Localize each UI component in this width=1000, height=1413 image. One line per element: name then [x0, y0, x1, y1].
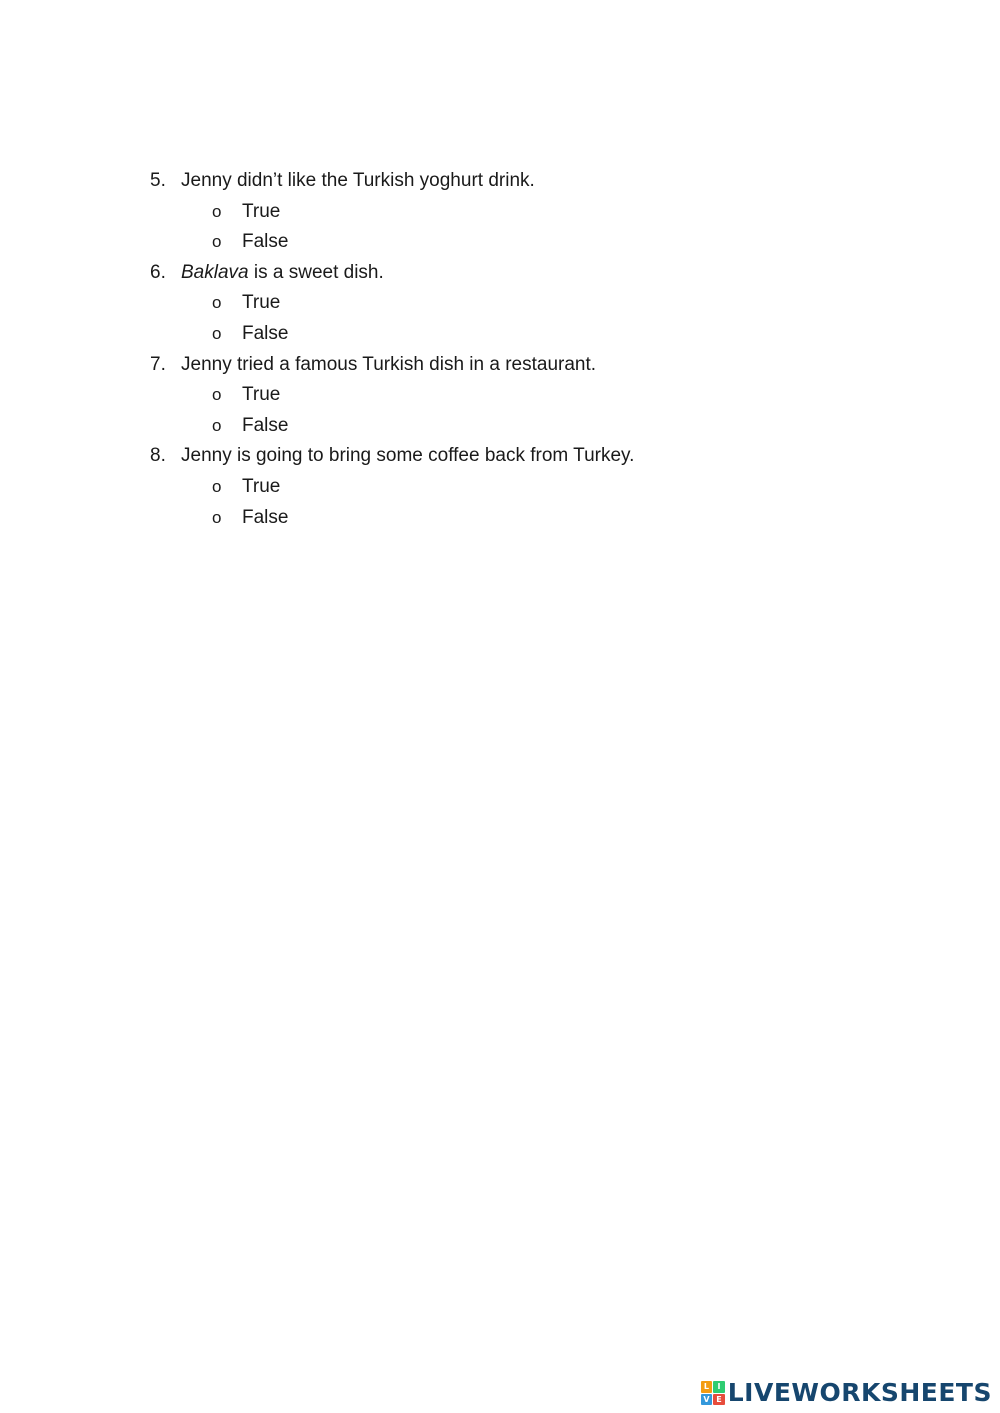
question-text	[181, 258, 384, 289]
question-text: Jenny didn’t like the Turkish yoghurt drink.	[181, 170, 535, 191]
radio-bullet-icon[interactable]: o	[212, 201, 222, 221]
radio-bullet-icon[interactable]: o	[212, 323, 222, 343]
logo-mark-icon	[701, 1381, 725, 1405]
question-italic-term: Baklava	[181, 261, 249, 283]
question-number: 8.	[150, 445, 166, 467]
question-text: Jenny is going to bring some coffee back from Turkey.	[181, 445, 635, 467]
option-label: False	[242, 231, 289, 253]
option-false[interactable]	[0, 411, 1000, 442]
liveworksheets-logo	[701, 1379, 992, 1407]
radio-bullet-icon[interactable]: o	[212, 385, 222, 405]
question-8	[0, 441, 1000, 472]
logo-wordmark: LIVEWORKSHEETS	[727, 1378, 992, 1407]
option-label: False	[242, 506, 289, 528]
option-false[interactable]	[0, 227, 1000, 258]
option-true[interactable]	[0, 472, 1000, 503]
option-true[interactable]	[0, 288, 1000, 319]
logo-cell-l: L	[701, 1381, 713, 1393]
radio-bullet-icon[interactable]: o	[212, 476, 222, 496]
question-text-rest: is a sweet dish.	[248, 261, 384, 283]
option-label: False	[242, 414, 289, 436]
option-label: True	[242, 384, 281, 406]
radio-bullet-icon[interactable]: o	[212, 232, 222, 252]
radio-bullet-icon[interactable]: o	[212, 507, 222, 527]
question-text: Jenny tried a famous Turkish dish in a restaurant.	[181, 353, 597, 375]
option-false[interactable]	[0, 319, 1000, 350]
logo-cell-v: V	[701, 1394, 713, 1406]
logo-cell-e: E	[713, 1394, 725, 1406]
option-label: True	[242, 200, 281, 222]
option-true[interactable]	[0, 380, 1000, 411]
radio-bullet-icon[interactable]: o	[212, 415, 222, 435]
question-6	[0, 258, 1000, 289]
logo-cell-i: I	[713, 1381, 725, 1393]
question-number: 7.	[150, 353, 166, 375]
option-false[interactable]	[0, 503, 1000, 534]
question-7	[0, 350, 1000, 381]
question-number: 6.	[150, 261, 166, 283]
option-label: False	[242, 322, 289, 344]
option-label: True	[242, 475, 281, 497]
option-label: True	[242, 292, 281, 314]
question-number: 5.	[150, 170, 166, 191]
question-5	[0, 166, 1000, 197]
option-true[interactable]	[0, 197, 1000, 228]
radio-bullet-icon[interactable]: o	[212, 293, 222, 313]
question-list	[0, 166, 1000, 533]
